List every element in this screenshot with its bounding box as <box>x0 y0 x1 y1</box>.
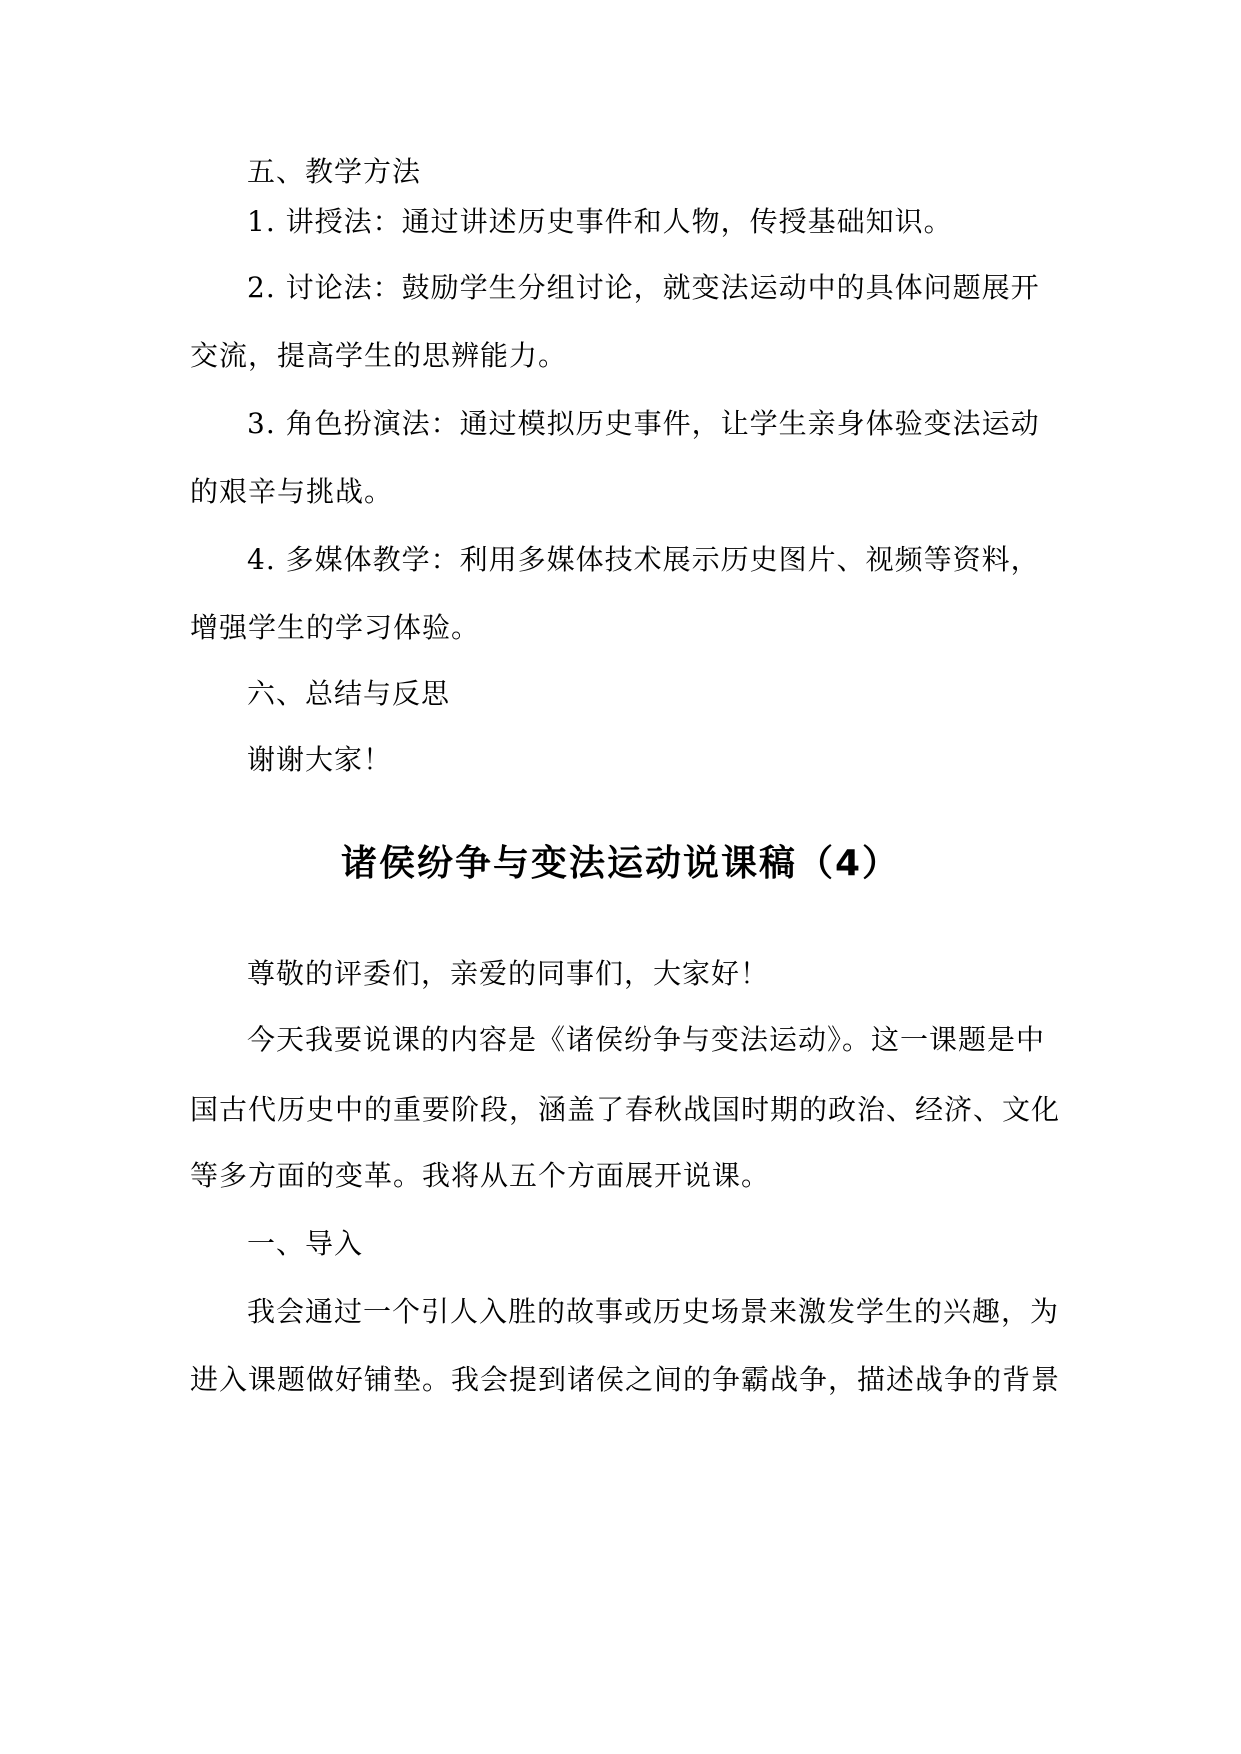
paragraph-line: 今天我要说课的内容是《诸侯纷争与变法运动》。这一课题是中 <box>247 1023 1046 1056</box>
paragraph-line: 等多方面的变革。我将从五个方面展开说课。 <box>190 1159 771 1192</box>
document-title: 诸侯纷争与变法运动说课稿（4） <box>340 843 901 884</box>
paragraph-line: 我会通过一个引人入胜的故事或历史场景来激发学生的兴趣，为 <box>247 1295 1060 1328</box>
paragraph-line: 进入课题做好铺垫。我会提到诸侯之间的争霸战争，描述战争的背景 <box>190 1363 1061 1396</box>
paragraph-line: 4. 多媒体教学：利用多媒体技术展示历史图片、视频等资料， <box>247 543 1040 576</box>
paragraph-line: 1. 讲授法：通过讲述历史事件和人物，传授基础知识。 <box>247 205 953 238</box>
paragraph-line: 的艰辛与挑战。 <box>190 475 394 508</box>
paragraph-line: 国古代历史中的重要阶段，涵盖了春秋战国时期的政治、经济、文化 <box>190 1093 1061 1126</box>
closing-line: 谢谢大家！ <box>247 743 393 776</box>
paragraph-line: 3. 角色扮演法：通过模拟历史事件，让学生亲身体验变法运动 <box>247 407 1040 440</box>
greeting-line: 尊敬的评委们，亲爱的同事们，大家好！ <box>247 957 770 990</box>
paragraph-line: 增强学生的学习体验。 <box>190 611 481 644</box>
paragraph-line: 交流，提高学生的思辨能力。 <box>190 339 568 372</box>
section-heading-summary: 六、总结与反思 <box>247 677 451 710</box>
paragraph-line: 2. 讨论法：鼓励学生分组讨论，就变法运动中的具体问题展开 <box>247 271 1040 304</box>
section-heading-intro: 一、导入 <box>247 1227 364 1260</box>
section-heading-teaching-methods: 五、教学方法 <box>247 155 422 188</box>
